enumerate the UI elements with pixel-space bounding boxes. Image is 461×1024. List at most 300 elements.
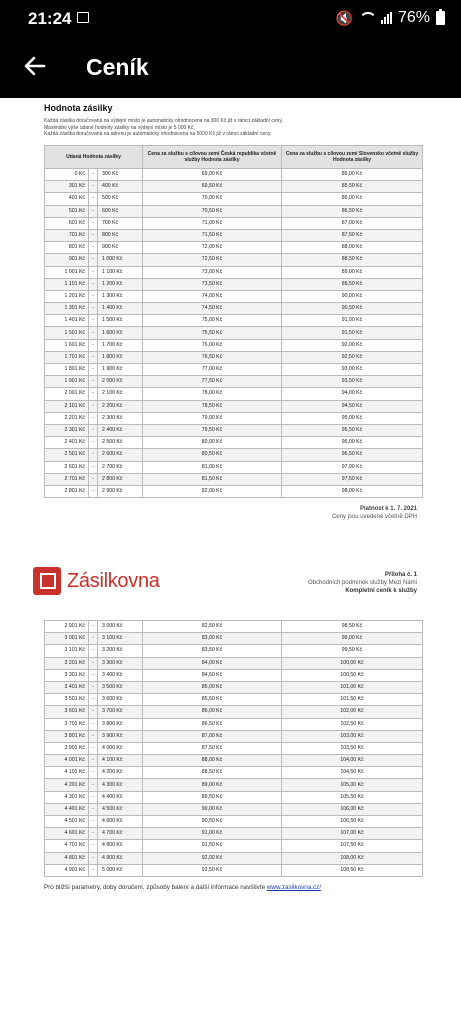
price-cz: 72,00 Kč	[143, 242, 282, 254]
table-row	[45, 424, 423, 436]
price-sk: 106,50 Kč	[282, 816, 423, 828]
table-row	[45, 229, 423, 241]
price-sk: 101,50 Kč	[282, 694, 423, 706]
range-dash: -	[89, 205, 98, 217]
range-dash: -	[89, 315, 98, 327]
price-sk: 92,00 Kč	[282, 339, 423, 351]
price-cz: 85,50 Kč	[143, 694, 282, 706]
range-dash: -	[89, 217, 98, 229]
price-cz: 84,50 Kč	[143, 669, 282, 681]
range-dash: -	[89, 645, 98, 657]
value-to: 1 100 Kč	[98, 266, 143, 278]
price-table-1	[44, 145, 423, 498]
value-from: 1 301 Kč	[45, 303, 89, 315]
price-cz: 78,50 Kč	[143, 400, 282, 412]
price-cz: 89,50 Kč	[143, 791, 282, 803]
value-to: 3 300 Kč	[98, 657, 143, 669]
value-to: 3 900 Kč	[98, 730, 143, 742]
value-to: 1 000 Kč	[98, 254, 143, 266]
table-row	[45, 315, 423, 327]
value-from: 4 001 Kč	[45, 755, 89, 767]
range-dash: -	[89, 718, 98, 730]
range-dash: -	[89, 473, 98, 485]
value-from: 3 401 Kč	[45, 681, 89, 693]
value-to: 2 400 Kč	[98, 424, 143, 436]
value-to: 4 900 Kč	[98, 852, 143, 864]
value-from: 2 701 Kč	[45, 473, 89, 485]
price-sk: 105,50 Kč	[282, 791, 423, 803]
value-to: 400 Kč	[98, 181, 143, 193]
attachment-note: Příloha č. 1 Obchodních podmínek služby Mezi Námi Kompletní ceník k služby	[307, 572, 417, 594]
range-dash: -	[89, 681, 98, 693]
price-table-2	[44, 620, 423, 877]
range-dash: -	[89, 864, 98, 876]
zasilkovna-logo: Zásilkovna	[33, 567, 160, 595]
price-cz: 77,50 Kč	[143, 376, 282, 388]
table-row	[45, 669, 423, 681]
price-sk: 98,50 Kč	[282, 621, 423, 633]
price-sk: 90,50 Kč	[282, 303, 423, 315]
col-header-value: Udaná Hodnota zásilky	[45, 146, 143, 169]
price-cz: 87,50 Kč	[143, 742, 282, 754]
range-dash: -	[89, 669, 98, 681]
price-cz: 79,00 Kč	[143, 412, 282, 424]
price-cz: 74,00 Kč	[143, 290, 282, 302]
range-dash: -	[89, 169, 98, 181]
price-sk: 97,00 Kč	[282, 461, 423, 473]
table-row	[45, 327, 423, 339]
table-row	[45, 828, 423, 840]
value-from: 2 201 Kč	[45, 412, 89, 424]
value-from: 2 401 Kč	[45, 437, 89, 449]
value-from: 1 501 Kč	[45, 327, 89, 339]
mute-icon: 🔇	[335, 9, 353, 26]
value-from: 3 101 Kč	[45, 645, 89, 657]
value-to: 3 800 Kč	[98, 718, 143, 730]
value-to: 3 500 Kč	[98, 681, 143, 693]
value-from: 2 101 Kč	[45, 400, 89, 412]
price-sk: 102,00 Kč	[282, 706, 423, 718]
range-dash: -	[89, 657, 98, 669]
price-sk: 92,50 Kč	[282, 351, 423, 363]
range-dash: -	[89, 327, 98, 339]
table-row	[45, 840, 423, 852]
price-cz: 86,00 Kč	[143, 706, 282, 718]
value-from: 0 Kč	[45, 169, 89, 181]
range-dash: -	[89, 242, 98, 254]
table-row	[45, 217, 423, 229]
table-row	[45, 681, 423, 693]
status-time: 21:24	[28, 9, 72, 28]
battery-percent: 76%	[397, 9, 430, 26]
price-cz: 82,50 Kč	[143, 621, 282, 633]
price-sk: 104,00 Kč	[282, 755, 423, 767]
price-sk: 101,00 Kč	[282, 681, 423, 693]
price-sk: 91,50 Kč	[282, 327, 423, 339]
table-row	[45, 205, 423, 217]
price-sk: 108,00 Kč	[282, 852, 423, 864]
value-to: 2 200 Kč	[98, 400, 143, 412]
range-dash: -	[89, 791, 98, 803]
price-cz: 85,00 Kč	[143, 681, 282, 693]
range-dash: -	[89, 437, 98, 449]
value-from: 401 Kč	[45, 193, 89, 205]
value-to: 1 600 Kč	[98, 327, 143, 339]
range-dash: -	[89, 229, 98, 241]
col-header-cz: Cena za službu s cílovou zemí Česká republika včetně služby Hodnota zásilky	[143, 146, 282, 169]
value-from: 2 601 Kč	[45, 461, 89, 473]
zasilkovna-link[interactable]: www.zasilkovna.cz/	[266, 884, 322, 891]
price-sk: 91,00 Kč	[282, 315, 423, 327]
value-from: 601 Kč	[45, 217, 89, 229]
table-row	[45, 242, 423, 254]
price-cz: 73,50 Kč	[143, 278, 282, 290]
price-sk: 103,50 Kč	[282, 742, 423, 754]
price-cz: 83,50 Kč	[143, 645, 282, 657]
range-dash: -	[89, 828, 98, 840]
value-from: 4 801 Kč	[45, 852, 89, 864]
range-dash: -	[89, 852, 98, 864]
value-from: 2 501 Kč	[45, 449, 89, 461]
value-to: 900 Kč	[98, 242, 143, 254]
price-cz: 71,00 Kč	[143, 217, 282, 229]
price-cz: 83,00 Kč	[143, 633, 282, 645]
price-cz: 88,50 Kč	[143, 767, 282, 779]
value-from: 1 601 Kč	[45, 339, 89, 351]
app-bar	[0, 38, 461, 98]
table-row	[45, 400, 423, 412]
range-dash: -	[89, 742, 98, 754]
value-to: 3 200 Kč	[98, 645, 143, 657]
table-row	[45, 339, 423, 351]
table-row	[45, 351, 423, 363]
table-row	[45, 791, 423, 803]
value-from: 4 301 Kč	[45, 791, 89, 803]
table-row	[45, 278, 423, 290]
range-dash: -	[89, 767, 98, 779]
table-row	[45, 742, 423, 754]
range-dash: -	[89, 254, 98, 266]
value-from: 4 401 Kč	[45, 803, 89, 815]
value-to: 4 200 Kč	[98, 767, 143, 779]
range-dash: -	[89, 779, 98, 791]
value-to: 1 900 Kč	[98, 364, 143, 376]
table-row	[45, 461, 423, 473]
footer-note: Pro bližší parametry, doby doručení, způsoby balení a další informace navštivte www.zasilkovna.cz/	[44, 884, 322, 891]
price-sk: 99,50 Kč	[282, 645, 423, 657]
value-to: 300 Kč	[98, 169, 143, 181]
value-to: 1 400 Kč	[98, 303, 143, 315]
table-row	[45, 412, 423, 424]
price-cz: 80,50 Kč	[143, 449, 282, 461]
table-row	[45, 254, 423, 266]
table-row	[45, 473, 423, 485]
range-dash: -	[89, 424, 98, 436]
price-cz: 78,00 Kč	[143, 388, 282, 400]
table-row	[45, 718, 423, 730]
value-to: 3 100 Kč	[98, 633, 143, 645]
price-sk: 100,50 Kč	[282, 669, 423, 681]
range-dash: -	[89, 816, 98, 828]
price-sk: 89,50 Kč	[282, 278, 423, 290]
range-dash: -	[89, 461, 98, 473]
value-to: 2 300 Kč	[98, 412, 143, 424]
table-row	[45, 633, 423, 645]
value-from: 4 501 Kč	[45, 816, 89, 828]
value-from: 1 101 Kč	[45, 278, 89, 290]
value-to: 1 500 Kč	[98, 315, 143, 327]
price-cz: 86,50 Kč	[143, 718, 282, 730]
value-from: 1 701 Kč	[45, 351, 89, 363]
value-from: 701 Kč	[45, 229, 89, 241]
price-cz: 75,50 Kč	[143, 327, 282, 339]
section-title: Hodnota zásilky	[44, 103, 113, 113]
table-row	[45, 852, 423, 864]
price-sk: 86,00 Kč	[282, 193, 423, 205]
price-sk: 96,00 Kč	[282, 437, 423, 449]
value-from: 2 901 Kč	[45, 621, 89, 633]
price-cz: 92,50 Kč	[143, 864, 282, 876]
intro-text: Každá zásilka doručovaná na výdejní místo je automaticky ohodnocena na 300 Kč již v rámci základní ceny. Maximální výše udané hodnoty zásilky na výdejní místo je 5 000 Kč. Každá zásilka doručovaná na adresu je automaticky ohodnocena na 5000 Kč již v rámci základní ceny.	[44, 118, 283, 137]
value-to: 2 700 Kč	[98, 461, 143, 473]
table-row	[45, 388, 423, 400]
range-dash: -	[89, 803, 98, 815]
table-row	[45, 767, 423, 779]
range-dash: -	[89, 193, 98, 205]
page-title: Ceník	[86, 54, 149, 80]
table-row	[45, 266, 423, 278]
price-sk: 94,00 Kč	[282, 388, 423, 400]
range-dash: -	[89, 449, 98, 461]
price-cz: 91,00 Kč	[143, 828, 282, 840]
value-from: 4 101 Kč	[45, 767, 89, 779]
value-to: 4 000 Kč	[98, 742, 143, 754]
value-from: 1 901 Kč	[45, 376, 89, 388]
value-from: 1 201 Kč	[45, 290, 89, 302]
table-row	[45, 485, 423, 497]
value-to: 4 100 Kč	[98, 755, 143, 767]
value-to: 3 000 Kč	[98, 621, 143, 633]
range-dash: -	[89, 730, 98, 742]
price-sk: 103,00 Kč	[282, 730, 423, 742]
value-from: 3 201 Kč	[45, 657, 89, 669]
value-from: 3 801 Kč	[45, 730, 89, 742]
table-row	[45, 376, 423, 388]
price-sk: 88,00 Kč	[282, 242, 423, 254]
table-row	[45, 449, 423, 461]
value-from: 801 Kč	[45, 242, 89, 254]
price-sk: 95,50 Kč	[282, 424, 423, 436]
price-sk: 85,50 Kč	[282, 181, 423, 193]
price-cz: 84,00 Kč	[143, 657, 282, 669]
value-from: 3 001 Kč	[45, 633, 89, 645]
table-row	[45, 864, 423, 876]
table-row	[45, 816, 423, 828]
table-row	[45, 706, 423, 718]
value-from: 3 301 Kč	[45, 669, 89, 681]
table-row	[45, 181, 423, 193]
value-to: 700 Kč	[98, 217, 143, 229]
range-dash: -	[89, 633, 98, 645]
table-row	[45, 779, 423, 791]
back-arrow-icon[interactable]	[22, 53, 48, 79]
value-to: 2 900 Kč	[98, 485, 143, 497]
price-cz: 81,50 Kč	[143, 473, 282, 485]
price-sk: 108,50 Kč	[282, 864, 423, 876]
price-cz: 74,50 Kč	[143, 303, 282, 315]
pricelist-document[interactable]	[0, 98, 461, 1024]
value-from: 501 Kč	[45, 205, 89, 217]
value-from: 3 901 Kč	[45, 742, 89, 754]
value-from: 3 601 Kč	[45, 706, 89, 718]
value-from: 3 701 Kč	[45, 718, 89, 730]
range-dash: -	[89, 388, 98, 400]
price-sk: 87,00 Kč	[282, 217, 423, 229]
table-row	[45, 730, 423, 742]
value-from: 2 801 Kč	[45, 485, 89, 497]
value-to: 500 Kč	[98, 193, 143, 205]
value-from: 4 201 Kč	[45, 779, 89, 791]
price-cz: 77,00 Kč	[143, 364, 282, 376]
value-from: 2 001 Kč	[45, 388, 89, 400]
price-cz: 70,50 Kč	[143, 205, 282, 217]
price-cz: 71,50 Kč	[143, 229, 282, 241]
price-sk: 89,00 Kč	[282, 266, 423, 278]
range-dash: -	[89, 364, 98, 376]
table-row	[45, 621, 423, 633]
value-to: 4 300 Kč	[98, 779, 143, 791]
value-to: 4 800 Kč	[98, 840, 143, 852]
value-to: 2 800 Kč	[98, 473, 143, 485]
value-from: 4 601 Kč	[45, 828, 89, 840]
value-to: 4 400 Kč	[98, 791, 143, 803]
price-cz: 80,00 Kč	[143, 437, 282, 449]
table-row	[45, 193, 423, 205]
value-to: 800 Kč	[98, 229, 143, 241]
table-row	[45, 694, 423, 706]
value-to: 3 400 Kč	[98, 669, 143, 681]
price-cz: 79,50 Kč	[143, 424, 282, 436]
range-dash: -	[89, 181, 98, 193]
price-sk: 94,50 Kč	[282, 400, 423, 412]
value-to: 2 100 Kč	[98, 388, 143, 400]
table-row	[45, 645, 423, 657]
range-dash: -	[89, 706, 98, 718]
range-dash: -	[89, 351, 98, 363]
value-to: 3 600 Kč	[98, 694, 143, 706]
validity-note: Platnost k 1. 7. 2021 Ceny jsou uvedené včetně DPH	[331, 506, 417, 520]
price-sk: 102,50 Kč	[282, 718, 423, 730]
range-dash: -	[89, 485, 98, 497]
price-cz: 76,50 Kč	[143, 351, 282, 363]
price-cz: 90,00 Kč	[143, 803, 282, 815]
range-dash: -	[89, 755, 98, 767]
price-cz: 73,00 Kč	[143, 266, 282, 278]
range-dash: -	[89, 376, 98, 388]
table-row	[45, 657, 423, 669]
value-to: 2 000 Kč	[98, 376, 143, 388]
value-to: 2 600 Kč	[98, 449, 143, 461]
price-cz: 90,50 Kč	[143, 816, 282, 828]
value-from: 4 701 Kč	[45, 840, 89, 852]
price-sk: 96,50 Kč	[282, 449, 423, 461]
price-cz: 89,00 Kč	[143, 779, 282, 791]
price-sk: 106,00 Kč	[282, 803, 423, 815]
price-sk: 104,50 Kč	[282, 767, 423, 779]
price-sk: 87,50 Kč	[282, 229, 423, 241]
price-cz: 76,00 Kč	[143, 339, 282, 351]
price-cz: 91,50 Kč	[143, 840, 282, 852]
range-dash: -	[89, 400, 98, 412]
table-row	[45, 169, 423, 181]
value-to: 2 500 Kč	[98, 437, 143, 449]
value-from: 4 901 Kč	[45, 864, 89, 876]
range-dash: -	[89, 303, 98, 315]
status-bar	[0, 0, 461, 38]
price-cz: 75,00 Kč	[143, 315, 282, 327]
value-to: 3 700 Kč	[98, 706, 143, 718]
price-sk: 98,00 Kč	[282, 485, 423, 497]
value-from: 1 001 Kč	[45, 266, 89, 278]
price-cz: 81,00 Kč	[143, 461, 282, 473]
price-cz: 69,50 Kč	[143, 181, 282, 193]
price-cz: 92,00 Kč	[143, 852, 282, 864]
table-row	[45, 303, 423, 315]
value-to: 4 600 Kč	[98, 816, 143, 828]
range-dash: -	[89, 412, 98, 424]
price-cz: 82,00 Kč	[143, 485, 282, 497]
price-cz: 70,00 Kč	[143, 193, 282, 205]
value-from: 1 401 Kč	[45, 315, 89, 327]
price-sk: 100,00 Kč	[282, 657, 423, 669]
image-notification-icon	[77, 12, 89, 23]
value-to: 1 200 Kč	[98, 278, 143, 290]
price-cz: 87,00 Kč	[143, 730, 282, 742]
value-to: 4 700 Kč	[98, 828, 143, 840]
price-sk: 90,00 Kč	[282, 290, 423, 302]
value-from: 301 Kč	[45, 181, 89, 193]
price-sk: 99,00 Kč	[282, 633, 423, 645]
price-sk: 93,00 Kč	[282, 364, 423, 376]
value-to: 1 800 Kč	[98, 351, 143, 363]
value-from: 901 Kč	[45, 254, 89, 266]
price-cz: 69,00 Kč	[143, 169, 282, 181]
price-sk: 86,50 Kč	[282, 205, 423, 217]
range-dash: -	[89, 266, 98, 278]
price-cz: 88,00 Kč	[143, 755, 282, 767]
range-dash: -	[89, 621, 98, 633]
range-dash: -	[89, 840, 98, 852]
value-from: 3 501 Kč	[45, 694, 89, 706]
wifi-icon	[359, 12, 375, 24]
battery-icon	[436, 11, 445, 25]
value-to: 4 500 Kč	[98, 803, 143, 815]
table-row	[45, 803, 423, 815]
range-dash: -	[89, 278, 98, 290]
price-cz: 72,50 Kč	[143, 254, 282, 266]
zasilkovna-logo-icon	[33, 567, 61, 595]
value-from: 2 301 Kč	[45, 424, 89, 436]
value-to: 1 700 Kč	[98, 339, 143, 351]
value-to: 1 300 Kč	[98, 290, 143, 302]
range-dash: -	[89, 694, 98, 706]
price-sk: 95,00 Kč	[282, 412, 423, 424]
col-header-sk: Cena za službu s cílovou zemí Slovensko včetně služby Hodnota zásilky	[282, 146, 423, 169]
price-sk: 105,00 Kč	[282, 779, 423, 791]
table-row	[45, 755, 423, 767]
price-sk: 97,50 Kč	[282, 473, 423, 485]
table-row	[45, 364, 423, 376]
